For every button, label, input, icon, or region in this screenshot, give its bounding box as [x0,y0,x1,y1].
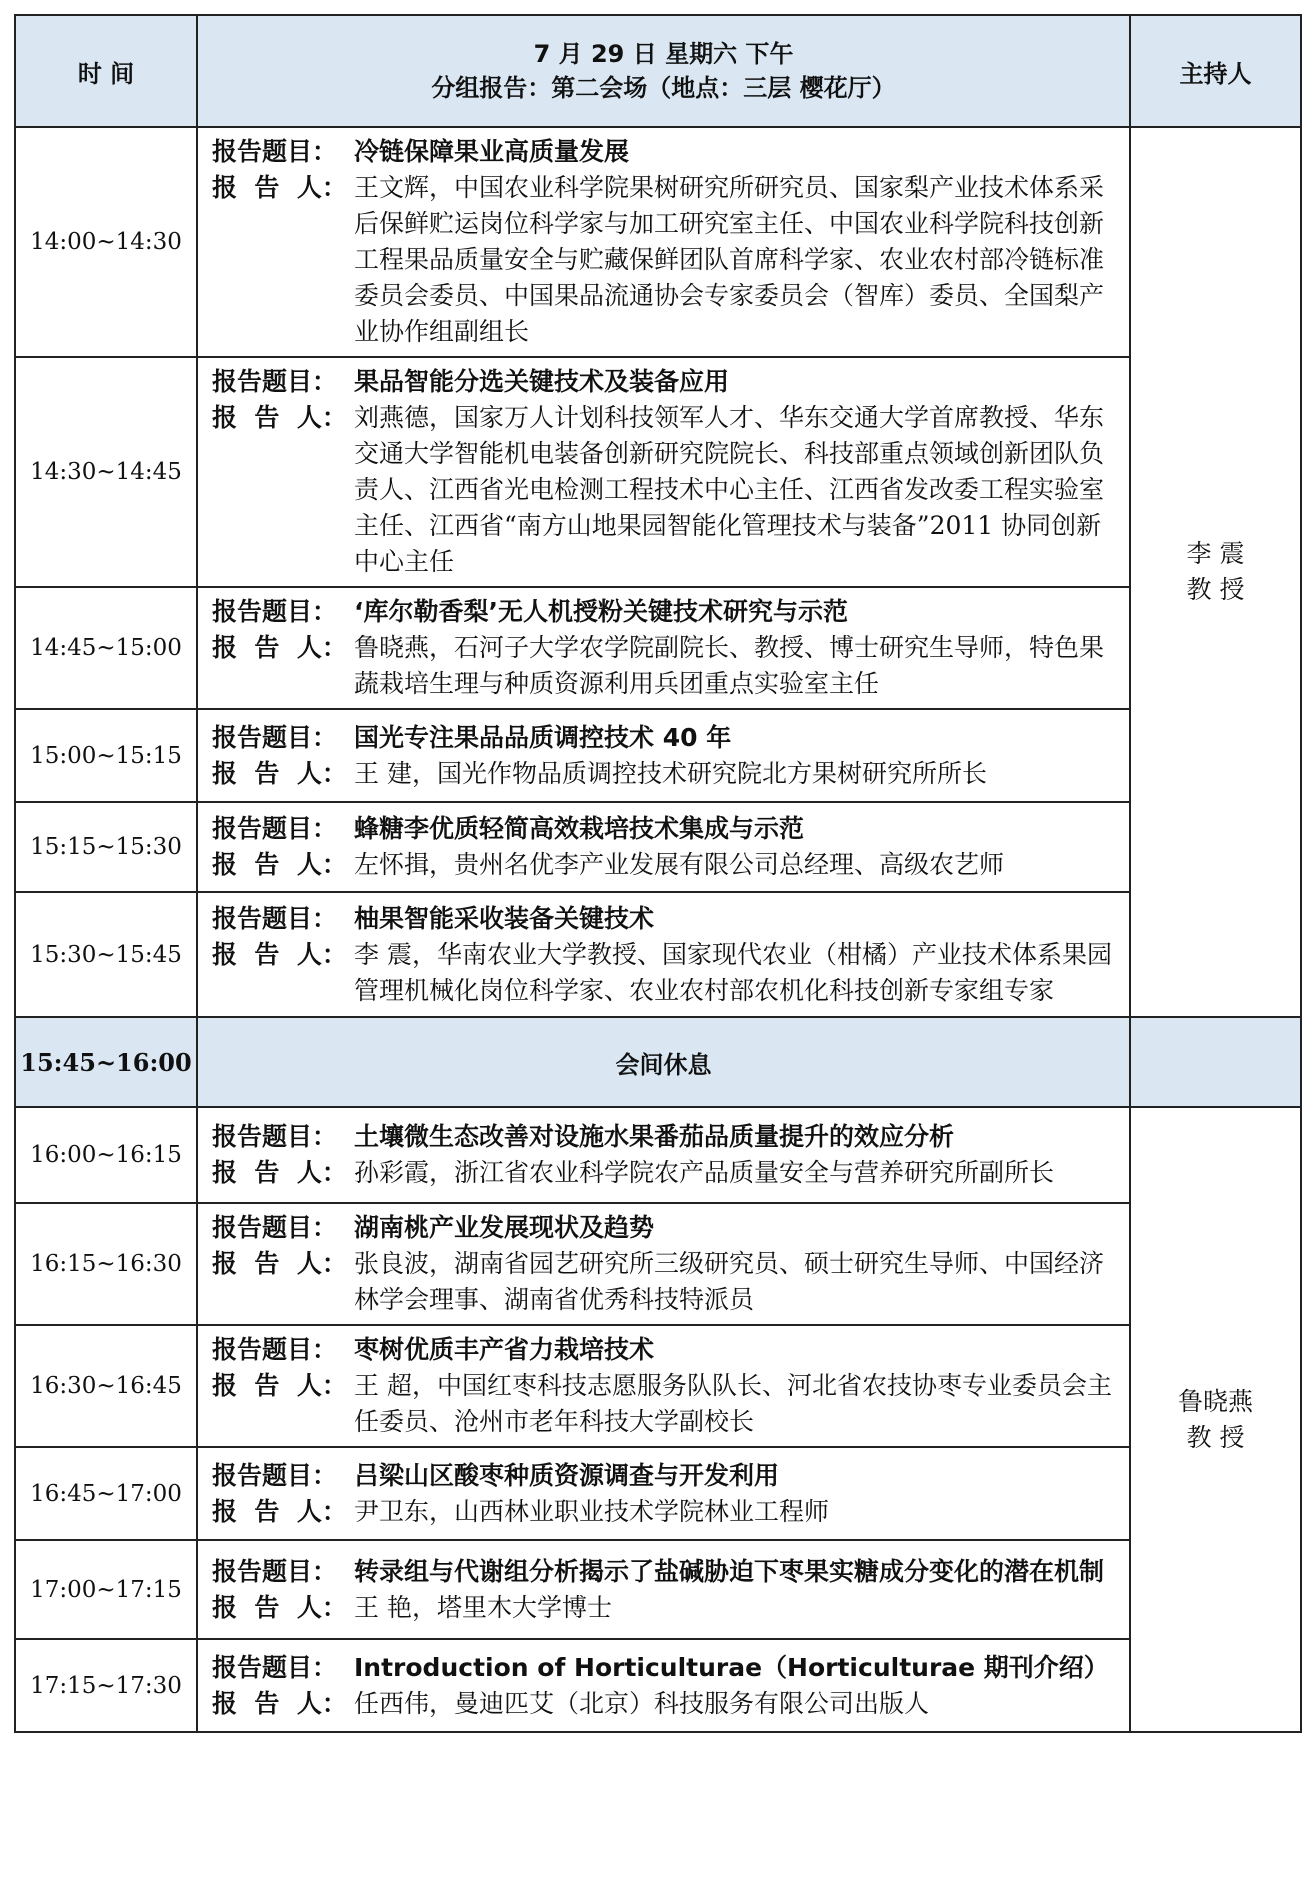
table-row [15,709,1301,802]
speaker-label: 报 告 人： [212,1158,347,1187]
speaker-label: 报 告 人： [212,633,347,662]
talk-cell [197,1540,1130,1639]
topic-label: 报告题目： [212,137,338,166]
talk-title: 冷链保障果业高质量发展 [354,137,630,166]
break-host-cell [1130,1017,1301,1107]
talk-title: 枣树优质丰产省力栽培技术 [354,1335,655,1364]
host-column-header: 主持人 [1130,15,1301,127]
speaker-label: 报 告 人： [212,1371,347,1400]
talk-title: ‘库尔勒香梨’无人机授粉关键技术研究与示范 [354,597,848,626]
talk-time: 14:30~14:45 [15,357,197,587]
topic-label: 报告题目： [212,1556,338,1586]
talk-cell [197,802,1130,892]
talk-speaker: 王 艳，塔里木大学博士 [354,1592,612,1622]
talk-time: 16:30~16:45 [15,1325,197,1447]
talk-speaker: 鲁晓燕，石河子大学农学院副院长、教授、博士研究生导师，特色果蔬栽培生理与种质资源利用兵团重点实验室主任 [354,633,1105,698]
speaker-label: 报 告 人： [212,1249,347,1278]
talk-title: 柚果智能采收装备关键技术 [354,903,655,933]
talk-title: 果品智能分选关键技术及装备应用 [354,367,730,396]
talk-cell [197,1639,1130,1732]
talk-title: Introduction of Horticulturae（Horticulturae 期刊介绍） [354,1652,1109,1682]
talk-speaker: 王文辉，中国农业科学院果树研究所研究员、国家梨产业技术体系采后保鲜贮运岗位科学家与加工研究室主任、中国农业科学院科技创新工程果品质量安全与贮藏保鲜团队首席科学家、农业农村部冷链标准委员会委员、中国果品流通协会专家委员会（智库）委员、全国梨产业协作组副组长 [354,173,1105,346]
talk-time: 14:45~15:00 [15,587,197,709]
table-row [15,1203,1301,1325]
topic-label: 报告题目： [212,1460,338,1490]
topic-label: 报告题目： [212,1652,338,1682]
table-row [15,1639,1301,1732]
talk-cell [197,1107,1130,1203]
speaker-label: 报 告 人： [212,403,347,432]
talk-speaker: 王 超，中国红枣科技志愿服务队队长、河北省农技协枣专业委员会主任委员、沧州市老年科技大学副校长 [354,1371,1112,1436]
talk-title: 土壤微生态改善对设施水果番茄品质量提升的效应分析 [354,1122,955,1151]
topic-label: 报告题目： [212,1213,338,1242]
topic-label: 报告题目： [212,1335,338,1364]
talk-speaker: 张良波，湖南省园艺研究所三级研究员、硕士研究生导师、中国经济林学会理事、湖南省优秀科技特派员 [354,1249,1105,1314]
talk-title: 国光专注果品品质调控技术 40 年 [354,722,732,752]
speaker-label: 报 告 人： [212,1592,347,1622]
talk-title: 蜂糖李优质轻简高效栽培技术集成与示范 [354,814,805,843]
host-name: 李 震 [1186,539,1245,568]
host-cell-first [1130,127,1301,1017]
break-row [15,1017,1301,1107]
speaker-label: 报 告 人： [212,758,347,788]
talk-cell [197,1447,1130,1540]
table-row [15,127,1301,357]
talk-time: 16:15~16:30 [15,1203,197,1325]
table-row [15,357,1301,587]
host-title: 教 授 [1186,575,1245,604]
talk-time: 16:00~16:15 [15,1107,197,1203]
table-row [15,1447,1301,1540]
talk-cell [197,709,1130,802]
session-venue: 分组报告：第二会场（地点：三层 樱花厅） [431,74,896,102]
talk-cell [197,127,1130,357]
talk-time: 16:45~17:00 [15,1447,197,1540]
talk-time: 14:00~14:30 [15,127,197,357]
talk-time: 15:15~15:30 [15,802,197,892]
host-name: 鲁晓燕 [1177,1386,1253,1416]
table-row [15,1325,1301,1447]
talk-speaker: 任西伟，曼迪匹艾（北京）科技服务有限公司出版人 [354,1688,930,1718]
schedule-table [14,14,1302,1733]
break-time: 15:45~16:00 [15,1017,197,1107]
table-row [15,1540,1301,1639]
table-row [15,802,1301,892]
speaker-label: 报 告 人： [212,850,347,879]
talk-cell [197,892,1130,1017]
talk-speaker: 左怀揖，贵州名优李产业发展有限公司总经理、高级农艺师 [354,850,1005,879]
talk-speaker: 王 建，国光作物品质调控技术研究院北方果树研究所所长 [354,758,987,788]
host-title: 教 授 [1186,1422,1245,1452]
speaker-label: 报 告 人： [212,1496,347,1526]
host-cell-second [1130,1107,1301,1732]
speaker-label: 报 告 人： [212,939,347,969]
talk-time: 17:00~17:15 [15,1540,197,1639]
table-row [15,587,1301,709]
talk-speaker: 孙彩霞，浙江省农业科学院农产品质量安全与营养研究所副所长 [354,1158,1055,1187]
topic-label: 报告题目： [212,903,338,933]
topic-label: 报告题目： [212,597,338,626]
talk-title: 湖南桃产业发展现状及趋势 [354,1213,655,1242]
talk-speaker: 李 震，华南农业大学教授、国家现代农业（柑橘）产业技术体系果园管理机械化岗位科学家、农业农村部农机化科技创新专家组专家 [354,939,1112,1005]
topic-label: 报告题目： [212,367,338,396]
topic-label: 报告题目： [212,814,338,843]
table-row [15,1107,1301,1203]
header-row [15,15,1301,127]
speaker-label: 报 告 人： [212,1688,347,1718]
topic-label: 报告题目： [212,722,338,752]
talk-cell [197,587,1130,709]
talk-time: 15:30~15:45 [15,892,197,1017]
talk-time: 15:00~15:15 [15,709,197,802]
talk-cell [197,357,1130,587]
speaker-label: 报 告 人： [212,173,347,202]
session-header [197,15,1130,127]
talk-speaker: 刘燕德，国家万人计划科技领军人才、华东交通大学首席教授、华东交通大学智能机电装备创新研究院院长、科技部重点领域创新团队负责人、江西省光电检测工程技术中心主任、江西省发改委工程实验室主任、江西省“南方山地果园智能化管理技术与装备”2011 协同创新中心主任 [354,403,1105,576]
time-column-header: 时 间 [15,15,197,127]
topic-label: 报告题目： [212,1122,338,1151]
table-row [15,892,1301,1017]
talk-cell [197,1203,1130,1325]
talk-title: 吕梁山区酸枣种质资源调查与开发利用 [354,1460,780,1490]
break-label: 会间休息 [197,1017,1130,1107]
talk-title: 转录组与代谢组分析揭示了盐碱胁迫下枣果实糖成分变化的潜在机制 [354,1556,1105,1586]
talk-cell [197,1325,1130,1447]
talk-time: 17:15~17:30 [15,1639,197,1732]
talk-speaker: 尹卫东，山西林业职业技术学院林业工程师 [354,1496,830,1526]
session-date: 7 月 29 日 星期六 下午 [533,40,794,68]
